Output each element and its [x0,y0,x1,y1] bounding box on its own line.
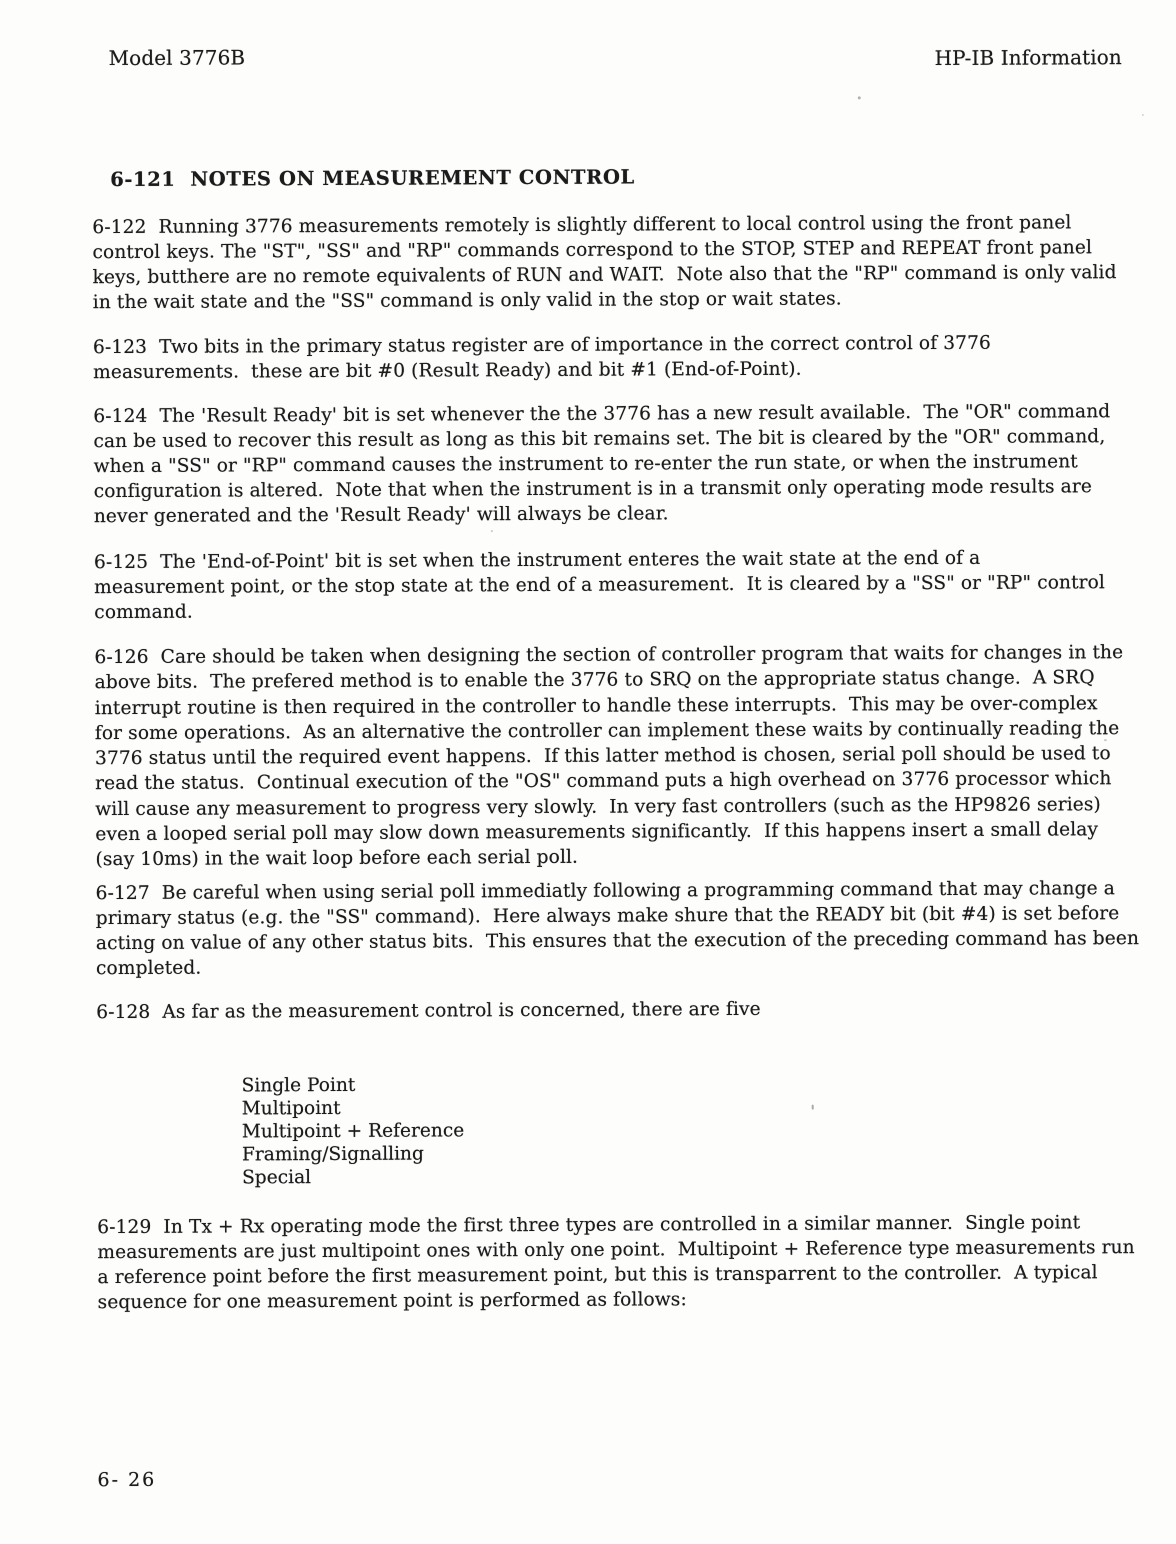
scan-speck [858,96,861,99]
text-line: 6-122 Running 3776 measurements remotely is slightly different to local control using the front panel [92,212,1072,239]
text-line: primary status (e.g. the "SS" command). Here always make shure that the READY bit (bit #4) is set before [95,903,1120,930]
text-line: a reference point before the first measurement point, but this is transparrent to the controller. A typical [97,1262,1098,1289]
text-line: 6-128 As far as the measurement control is concerned, there are five [96,998,761,1024]
text-line: command. [94,601,193,624]
text-line: when a "SS" or "RP" command causes the instrument to re-enter the run state, or when the instrument [93,451,1078,478]
text-line: will cause any measurement to progress very slowly. In very fast controllers (such as the HP9826 series) [95,793,1101,820]
header-model-number: Model 3776B [108,45,246,71]
text-line: measurements are just multipoint ones with only one point. Multipoint + Reference type measurements run [97,1237,1135,1264]
section-heading: 6-121 NOTES ON MEASUREMENT CONTROL [110,165,635,192]
measurement-types-list [242,1073,465,1189]
text-line: configuration is altered. Note that when the instrument is in a transmit only operating mode results are [93,476,1092,503]
list-item: Single Point [241,1074,356,1097]
list-item: Multipoint + Reference [241,1120,465,1143]
text-line: in the wait state and the "SS" command is only valid in the stop or wait states. [92,288,842,314]
text-line: 6-129 In Tx + Rx operating mode the first three types are controlled in a similar manner. Single point [97,1212,1081,1239]
text-line: even a looped serial poll may slow down measurements significantly. If this happens insert a small delay [95,819,1099,846]
paragraph-6-128 [96,997,761,1025]
text-line: (say 10ms) in the wait loop before each serial poll. [95,847,579,871]
paragraph-6-129 [97,1210,1135,1315]
text-line: control keys. The "ST", "SS" and "RP" commands correspond to the STOP, STEP and REPEAT front panel [92,237,1093,264]
text-line: measurement point, or the stop state at the end of a measurement. It is cleared by a "SS" or "RP" control [94,572,1106,599]
scan-speck [1142,114,1144,116]
header-section-title: HP-IB Information [934,45,1122,71]
text-line: 6-124 The 'Result Ready' bit is set whenever the the 3776 has a new result available. The "OR" command [93,401,1111,428]
text-line: 6-126 Care should be taken when designing the section of controller program that waits for changes in the [94,642,1124,669]
paragraph-6-122 [92,210,1116,315]
page-number: 6- 26 [97,1468,157,1492]
paragraph-6-124 [93,399,1111,529]
text-line: interrupt routine is then required in the controller to handle these interrupts. This may be over-complex [94,692,1098,719]
text-line: 6-123 Two bits in the primary status register are of importance in the correct control of 3776 [92,332,991,359]
paragraph-6-123 [93,331,991,385]
text-line: 6-125 The 'End-of-Point' bit is set when the instrument enteres the wait state at the end of a [93,547,981,574]
text-line: measurements. these are bit #0 (Result Ready) and bit #1 (End-of-Point). [93,358,802,384]
paragraph-6-125 [94,545,1105,625]
list-item: Framing/Signalling [241,1143,424,1166]
text-line: never generated and the 'Result Ready' will always be clear. [93,503,669,528]
text-line: for some operations. As an alternative the controller can implement these waits by continually reading the [94,718,1120,745]
scan-speck [812,1105,814,1110]
paragraph-6-126 [94,640,1124,873]
scan-speck [1104,739,1107,741]
text-line: sequence for one measurement point is performed as follows: [97,1289,687,1314]
text-line: read the status. Continual execution of the "OS" command puts a high overhead on 3776 processor which [95,768,1112,795]
text-line: 6-127 Be careful when using serial poll immediatly following a programming command that may change a [95,878,1115,905]
paragraph-6-127 [96,876,1140,981]
text-line: keys, butthere are no remote equivalents of RUN and WAIT. Note also that the "RP" command is only valid [92,262,1117,289]
text-line: 3776 status until the required event happens. If this latter method is chosen, serial poll should be used to [94,743,1111,770]
scan-speck [491,530,493,532]
list-item: Special [241,1167,312,1189]
text-line: completed. [95,957,202,980]
text-line: can be used to recover this result as long as this bit remains set. The bit is cleared by the "OR" command, [93,426,1106,453]
text-line: acting on value of any other status bits. This ensures that the execution of the preceding command has been [95,928,1140,955]
text-line: above bits. The prefered method is to enable the 3776 to SRQ on the appropriate status change. A SRQ [94,667,1095,694]
list-item: Multipoint [241,1097,341,1120]
